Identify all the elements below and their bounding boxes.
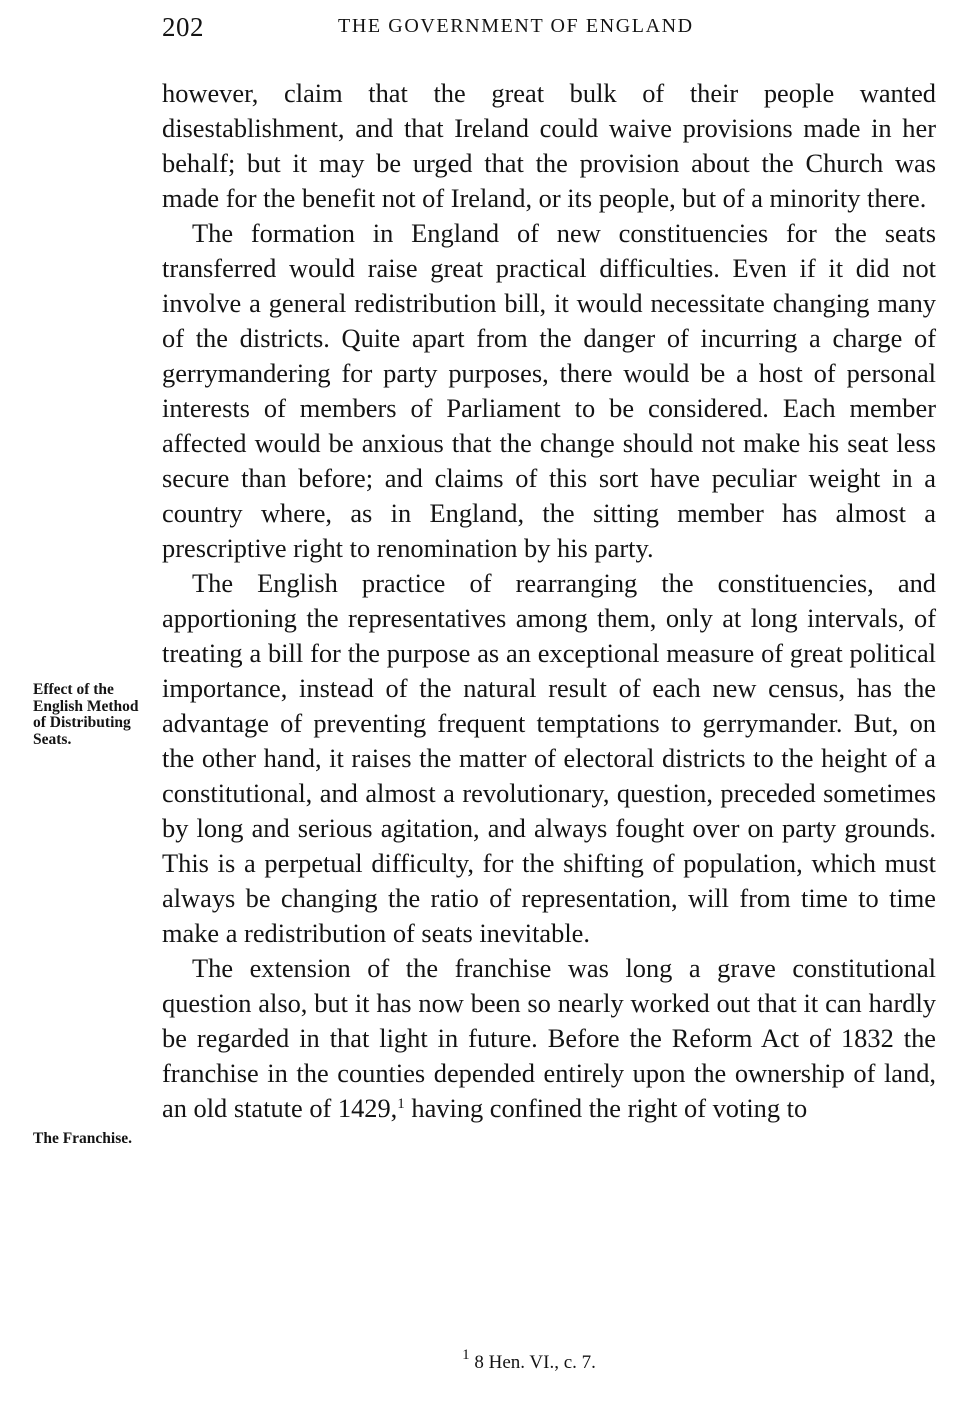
margin-note-distributing-seats: Effect of the English Method of Distributing Seats.	[33, 681, 139, 748]
margin-note-franchise: The Franchise.	[33, 1130, 133, 1147]
page-number: 202	[162, 12, 204, 42]
paragraph-2: The formation in England of new constituencies for the seats transferred would raise great practical difficulties. Even if it did not involve a general redistribution bill, it would necessitate changing many of the districts. Quite apart from the danger of incurring a charge of gerrymandering for party purposes, there would be a host of personal interests of members of Parliament to be considered. Each member affected would be anxious that the change should not make his seat less secure than before; and claims of this sort have peculiar weight in a country where, as in England, the sitting member has almost a prescriptive right to renomination by his party.	[162, 218, 936, 563]
paragraph-3: The English practice of rearranging the constituencies, and apportioning the representatives among them, only at long intervals, of treating a bill for the purpose as an exceptional measure of great political importance, instead of the natural result of each new census, has the advantage of preventing frequent temptations to gerrymander. But, on the other hand, it raises the matter of electoral districts to the height of a constitutional, and almost a revolutionary, question, preceded sometimes by long and serious agitation, and always fought over on party grounds. This is a perpetual difficulty, for the shifting of population, which must always be changing the ratio of representation, will from time to time make a redistribution of seats inevitable.	[162, 568, 936, 948]
footnote-text: 8 Hen. VI., c. 7.	[474, 1352, 596, 1373]
paragraph-4-tail: having confined the right of voting to	[404, 1093, 808, 1123]
paragraph-1: however, claim that the great bulk of their people wanted disestablishment, and that Ireland could waive provisions made in her behalf; but it may be urged that the provision about the Church was made for the benefit not of Ireland, or its people, but of a minority there.	[162, 78, 936, 213]
footnote	[0, 1347, 958, 1374]
page-header	[0, 12, 958, 46]
paragraph-4-text: The extension of the franchise was long a grave constitutional question also, but it has now been so nearly worked out that it can hardly be regarded in that light in future. Before the Reform Act of 1832 the franchise in the counties depended entirely upon the ownership of land, an old statute of 1429,	[162, 953, 936, 1123]
footnote-marker: 1	[462, 1347, 470, 1363]
paragraph-4	[162, 951, 936, 1126]
footnote-reference: 1	[397, 1096, 405, 1112]
body-text	[162, 76, 936, 1126]
running-head: THE GOVERNMENT OF ENGLAND	[338, 15, 694, 37]
